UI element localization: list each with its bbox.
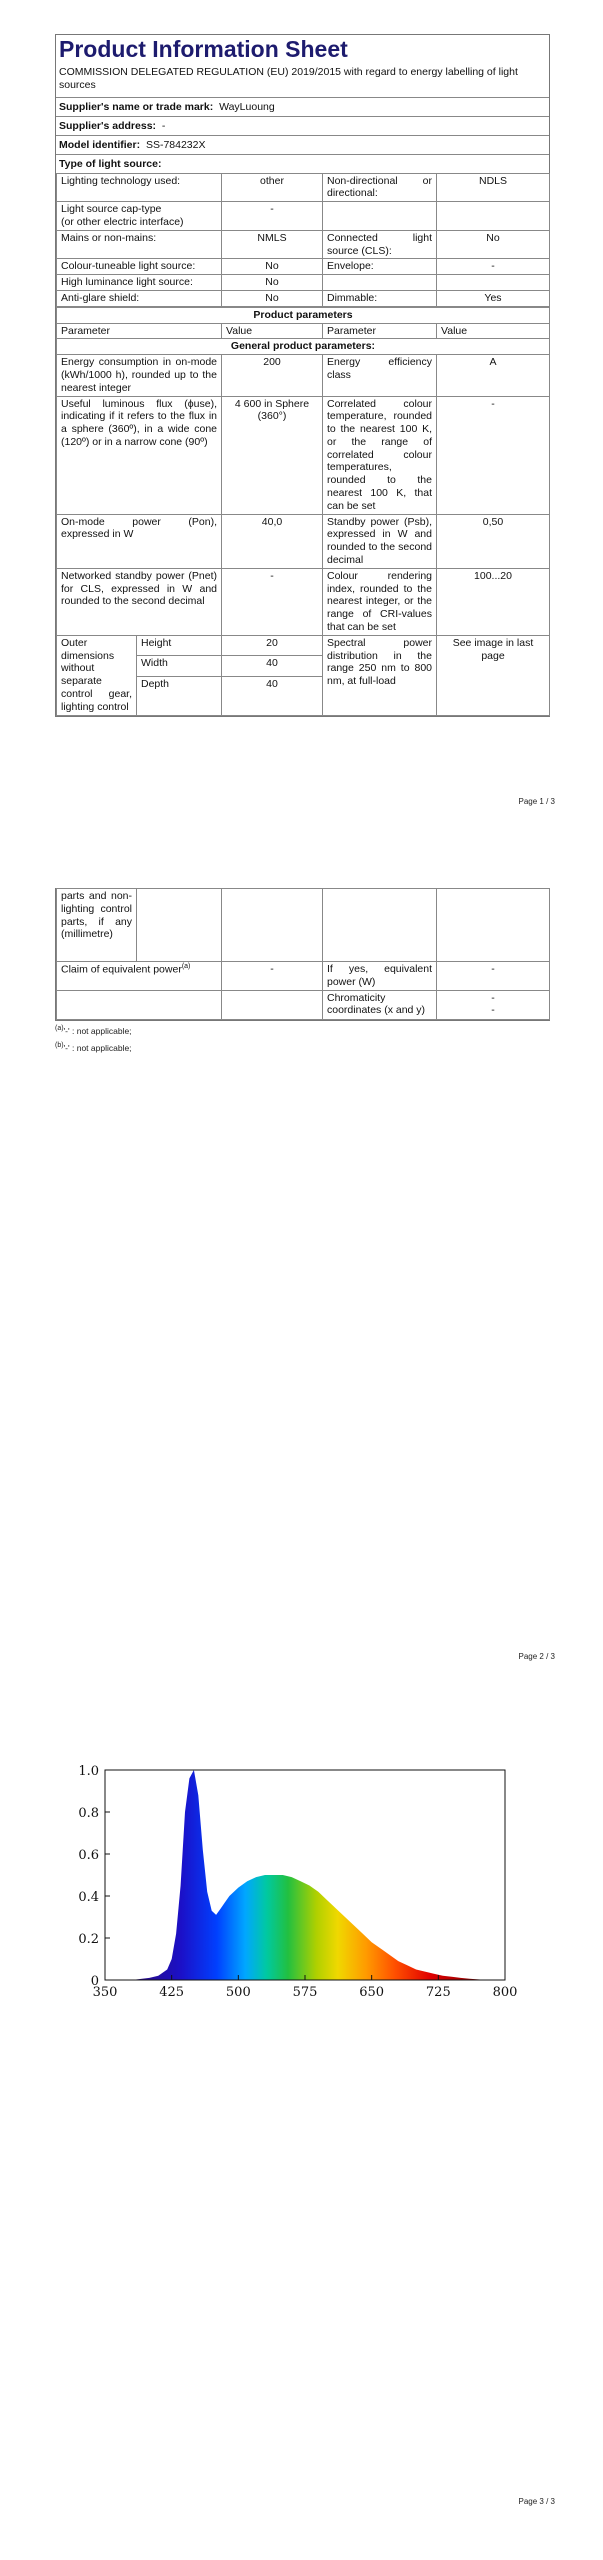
param-table-row	[57, 514, 550, 568]
type-param-label: Light source cap-type (or other electric interface)	[57, 202, 222, 231]
height-label: Height	[137, 635, 222, 655]
type-param-label-2	[323, 275, 437, 291]
param-table-row	[57, 568, 550, 635]
spectrum-area	[132, 1770, 488, 1980]
type-param-value-2	[437, 275, 550, 291]
x-tick-label: 500	[225, 1985, 251, 2000]
x-tick-label: 650	[359, 1985, 385, 2000]
address-row	[56, 117, 549, 136]
type-param-value-2	[437, 202, 550, 231]
params-column-header-row	[57, 323, 550, 339]
general-heading-row	[57, 339, 550, 355]
x-tick-label: 350	[92, 1985, 118, 2000]
param-table-row	[57, 355, 550, 396]
type-param-value: NMLS	[222, 230, 323, 259]
type-param-label: Mains or non-mains:	[57, 230, 222, 259]
supplier-row	[56, 98, 549, 117]
general-parameters-heading: General product parameters:	[57, 339, 550, 355]
supplier-value: WayLuoung	[219, 100, 275, 113]
type-param-label-2: Dimmable:	[323, 290, 437, 306]
chromaticity-label: Chromaticity coordinates (x and y)	[323, 990, 437, 1019]
type-param-value: No	[222, 290, 323, 306]
x-tick-label: 575	[292, 1985, 318, 2000]
regulation-subtitle: COMMISSION DELEGATED REGULATION (EU) 2019/2015 with regard to energy labelling of light sources	[56, 64, 549, 97]
address-label: Supplier's address:	[59, 119, 157, 132]
param-label: Energy consumption in on-mode (kWh/1000 h), rounded up to the nearest integer	[57, 355, 222, 396]
chromaticity-value	[437, 990, 550, 1019]
type-param-label-2: Envelope:	[323, 259, 437, 275]
type-param-value-2: NDLS	[437, 173, 550, 202]
spectral-distribution-value: See image in last page	[437, 635, 550, 715]
chromaticity-row	[57, 990, 550, 1019]
type-param-value: other	[222, 173, 323, 202]
param-label-2: Correlated colour temperature, rounded to the nearest 100 K, or the range of correlated colour temperatures, rounded to the nearest 100 K, that can be set	[323, 396, 437, 514]
equivalent-power-yes-label: If yes, equivalent power (W)	[323, 962, 437, 991]
param-label: On-mode power (Pon), expressed in W	[57, 514, 222, 568]
type-table-row	[57, 173, 550, 202]
type-table-row	[57, 275, 550, 291]
param-label-2: Colour rendering index, rounded to the nearest integer, or the range of CRI-values that can be set	[323, 568, 437, 635]
page-number: Page 3 / 3	[518, 2497, 555, 2506]
y-tick-label: 0.8	[78, 1806, 99, 1821]
page-2	[0, 820, 603, 1680]
type-param-label: Lighting technology used:	[57, 173, 222, 202]
page-number: Page 1 / 3	[518, 797, 555, 806]
params-heading-row	[57, 307, 550, 323]
x-tick-label: 800	[492, 1985, 518, 2000]
note-a-marker: (a)	[181, 963, 191, 970]
type-param-value: No	[222, 275, 323, 291]
spectral-power-distribution-chart	[60, 1760, 520, 2020]
x-tick-label: 425	[159, 1985, 185, 2000]
type-param-label: Anti-glare shield:	[57, 290, 222, 306]
equivalent-power-value: -	[222, 962, 323, 991]
type-param-value-2: Yes	[437, 290, 550, 306]
page-3	[0, 1700, 603, 2560]
type-table-row	[57, 259, 550, 275]
type-table-row	[57, 230, 550, 259]
type-param-label: Colour-tuneable light source:	[57, 259, 222, 275]
type-table-row	[57, 202, 550, 231]
param-label-2: Energy efficiency class	[323, 355, 437, 396]
col-parameter: Parameter	[57, 323, 222, 339]
product-parameters-continued-table	[56, 888, 550, 1020]
param-label-2: Standby power (Psb), expressed in W and rounded to the second decimal	[323, 514, 437, 568]
equivalent-power-label: Claim of equivalent power$^{(a)}$	[57, 962, 222, 991]
info-sheet-frame-continued	[55, 888, 550, 1021]
chromaticity-y: -	[491, 1004, 495, 1017]
page-number: Page 2 / 3	[518, 1652, 555, 1661]
type-param-label: High luminance light source:	[57, 275, 222, 291]
product-parameters-table	[56, 307, 550, 716]
height-value: 20	[222, 635, 323, 655]
param-value: 4 600 in Sphere (360°)	[222, 396, 323, 514]
type-param-value-2: No	[437, 230, 550, 259]
equivalent-power-row	[57, 962, 550, 991]
type-param-label-2: Connected light source (CLS):	[323, 230, 437, 259]
depth-label: Depth	[137, 676, 222, 715]
col-parameter-2: Parameter	[323, 323, 437, 339]
param-value-2: 0,50	[437, 514, 550, 568]
supplier-label: Supplier's name or trade mark:	[59, 100, 214, 113]
y-tick-label: 0	[90, 1974, 99, 1989]
type-label: Type of light source:	[59, 157, 162, 170]
param-value: -	[222, 568, 323, 635]
width-value: 40	[222, 656, 323, 676]
type-table-row	[57, 290, 550, 306]
width-label: Width	[137, 656, 222, 676]
outer-dimensions-label-continued: parts and non-lighting control parts, if any (millimetre)	[57, 889, 137, 962]
param-value-2: -	[437, 396, 550, 514]
param-value: 40,0	[222, 514, 323, 568]
type-param-value-2: -	[437, 259, 550, 275]
param-label: Useful luminous flux (ϕuse), indicating if it refers to the flux in a sphere (360º), in a wide cone (120º) or in a narrow cone (90º)	[57, 396, 222, 514]
light-source-type-table	[56, 173, 550, 307]
page-1	[0, 0, 603, 806]
param-value: 200	[222, 355, 323, 396]
type-param-value: No	[222, 259, 323, 275]
type-param-label-2	[323, 202, 437, 231]
footnote-b: $^{(b)}$'-' : not applicable;	[55, 1042, 132, 1053]
dimension-row-height	[57, 635, 550, 655]
sheet-title: Product Information Sheet	[59, 36, 348, 62]
dimension-continued-row	[57, 889, 550, 962]
param-value-2: 100...20	[437, 568, 550, 635]
product-parameters-heading: Product parameters	[57, 307, 550, 323]
y-tick-label: 0.6	[78, 1848, 99, 1863]
model-label: Model identifier:	[59, 138, 141, 151]
x-tick-label: 725	[425, 1985, 451, 2000]
chromaticity-x: -	[491, 991, 495, 1004]
outer-dimensions-label: Outer dimensions without separate control gear, lighting control	[57, 635, 137, 715]
type-row	[56, 155, 549, 173]
y-tick-label: 1.0	[78, 1764, 99, 1779]
param-table-row	[57, 396, 550, 514]
y-tick-label: 0.2	[78, 1932, 99, 1947]
depth-value: 40	[222, 676, 323, 715]
col-value: Value	[222, 323, 323, 339]
y-tick-label: 0.4	[78, 1890, 99, 1905]
model-value: SS-784232X	[145, 138, 206, 151]
spectral-distribution-label: Spectral power distribution in the range 250 nm to 800 nm, at full-load	[323, 635, 437, 715]
col-value-2: Value	[437, 323, 550, 339]
param-label: Networked standby power (Pnet) for CLS, expressed in W and rounded to the second decimal	[57, 568, 222, 635]
equivalent-power-yes-value: -	[437, 962, 550, 991]
model-row	[56, 136, 549, 155]
type-param-value: -	[222, 202, 323, 231]
param-value-2: A	[437, 355, 550, 396]
footnote-a: $^{(a)}$'-' : not applicable;	[55, 1025, 132, 1036]
info-sheet-frame	[55, 34, 550, 717]
address-value: -	[161, 119, 166, 132]
type-param-label-2: Non-directional or directional:	[323, 173, 437, 202]
